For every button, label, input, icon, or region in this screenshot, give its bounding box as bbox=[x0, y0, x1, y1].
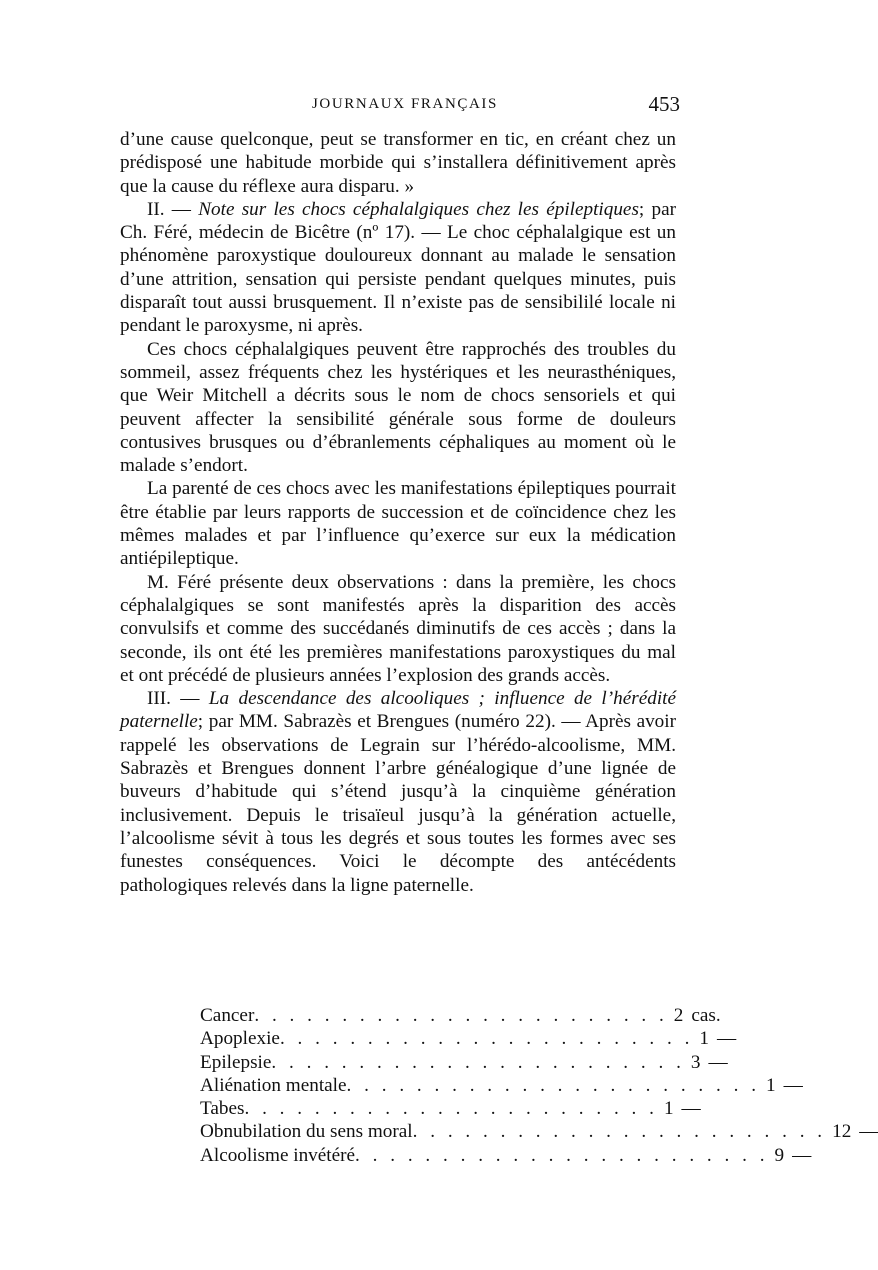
paragraph-5 bbox=[120, 571, 676, 687]
dot-leader: . . . . . . . . . . . . . . . . . . . . . . . . bbox=[412, 1121, 827, 1143]
row-count: 12 bbox=[832, 1121, 852, 1143]
page-header bbox=[120, 92, 680, 120]
section-ii-title: Note sur les chocs céphalalgiques chez les épileptiques bbox=[198, 198, 639, 220]
row-unit: — bbox=[792, 1144, 812, 1166]
section-ii-number: II. — bbox=[147, 198, 199, 220]
row-count: 1 bbox=[765, 1074, 776, 1096]
section-iii-title: La descendance des alcooliques ; influence de l’hérédité paternelle bbox=[120, 688, 677, 733]
section-iii-body: ; par MM. Sabrazès et Brengues (numéro 22). — Après avoir rappelé les observations de Legrain sur l’hérédo-alcoolisme, MM. Sabrazès et Brengues donnent l’arbre généalogique d’une lignée de buveurs d’habitude qui s’étend jusqu’à la cinquième génération inclusivement. Depuis le trisaïeul jusqu’à la génération actuelle, l’alcoolisme sévit à tous les degrés et sous toutes les formes avec ses funestes conséquences. Voici le décompte des antécédents pathologiques relevés dans la ligne paternelle. bbox=[120, 711, 676, 896]
table-row bbox=[200, 1144, 812, 1167]
paragraph-5-text: M. Féré présente deux observations : dans la première, les chocs céphalalgiques se sont manifestés après la disparition des accès convulsifs et comme des succédanés diminutifs de ces accès ; dans la seconde, ils ont été les premières manifestations paroxystiques du mal et ont précédé de plusieurs années l’explosion des grands accès. bbox=[120, 571, 676, 686]
article-text bbox=[120, 128, 676, 897]
dot-leader: . . . . . . . . . . . . . . . . . . . . . . . . bbox=[254, 1005, 668, 1026]
page-number: 453 bbox=[648, 92, 680, 116]
table-row bbox=[200, 1027, 737, 1050]
row-count: 1 bbox=[699, 1028, 709, 1050]
row-label: Apoplexie bbox=[200, 1028, 280, 1050]
row-label: Epilepsie bbox=[200, 1051, 272, 1073]
table-row bbox=[200, 1097, 701, 1120]
section-iii-number: III. — bbox=[147, 688, 209, 710]
row-unit: — bbox=[716, 1028, 737, 1050]
paragraph-4-text: La parenté de ces chocs avec les manifestations épileptiques pourrait être établie par leurs rapports de succession et de coïncidence chez les mêmes malades et par l’influence qu’exerce sur eux la médication antiépileptique. bbox=[120, 478, 676, 570]
row-count: 9 bbox=[774, 1144, 785, 1166]
row-unit: — bbox=[708, 1051, 728, 1073]
row-count: 3 bbox=[690, 1051, 701, 1073]
paragraph-continuation bbox=[120, 128, 676, 198]
paragraph-4 bbox=[120, 477, 676, 570]
dot-leader: . . . . . . . . . . . . . . . . . . . . . . . . bbox=[346, 1074, 760, 1096]
dot-leader: . . . . . . . . . . . . . . . . . . . . . . . . bbox=[279, 1028, 694, 1050]
row-unit: cas. bbox=[691, 1005, 721, 1026]
row-label: Cancer bbox=[200, 1005, 255, 1026]
row-unit: — bbox=[681, 1098, 701, 1120]
pathology-table bbox=[200, 1004, 878, 1167]
paragraph-3 bbox=[120, 338, 676, 478]
table-row bbox=[200, 1051, 728, 1074]
paragraph-3-text: Ces chocs céphalalgiques peuvent être rapprochés des troubles du sommeil, assez fréquents chez les hystériques et les neurasthéniques, que Weir Mitchell a décrits sous le nom de chocs sensoriels et qui peuvent affecter la sensibilité générale sous forme de douleurs contusives brusques ou d’ébranlements céphaliques au moment où le malade s’endort. bbox=[120, 338, 676, 477]
dot-leader: . . . . . . . . . . . . . . . . . . . . . . . . bbox=[355, 1144, 769, 1166]
row-label: Obnubilation du sens moral bbox=[200, 1121, 413, 1143]
running-head: JOURNAUX FRANÇAIS bbox=[312, 96, 498, 112]
table-row bbox=[200, 1074, 803, 1097]
table-row bbox=[200, 1004, 721, 1027]
row-unit: — bbox=[783, 1074, 803, 1096]
paragraph-section-ii bbox=[120, 198, 676, 338]
row-count: 1 bbox=[663, 1098, 674, 1120]
row-label: Tabes bbox=[200, 1098, 245, 1120]
dot-leader: . . . . . . . . . . . . . . . . . . . . . . . . bbox=[271, 1051, 685, 1073]
row-count: 2 bbox=[673, 1005, 684, 1026]
row-label: Aliénation mentale bbox=[200, 1074, 347, 1096]
table-row bbox=[200, 1120, 878, 1143]
dot-leader: . . . . . . . . . . . . . . . . . . . . . . . . bbox=[244, 1098, 658, 1120]
paragraph-1-text: d’une cause quelconque, peut se transformer en tic, en créant chez un prédisposé une habitude morbide qui s’installera définitivement après que la cause du réflexe aura disparu. » bbox=[120, 129, 676, 197]
row-label: Alcoolisme invétéré bbox=[200, 1144, 356, 1166]
paragraph-section-iii bbox=[120, 687, 676, 897]
section-ii-body: ; par Ch. Féré, médecin de Bicêtre (nº 17). — Le choc céphalalgique est un phénomène paroxystique douloureux donnant au malade le sensation d’une attrition, sensation qui persiste pendant quelques minutes, puis disparaît tout aussi brusquement. Il n’existe pas de sensibililé locale ni pendant le paroxysme, ni après. bbox=[120, 198, 676, 337]
row-unit: — bbox=[859, 1121, 878, 1143]
